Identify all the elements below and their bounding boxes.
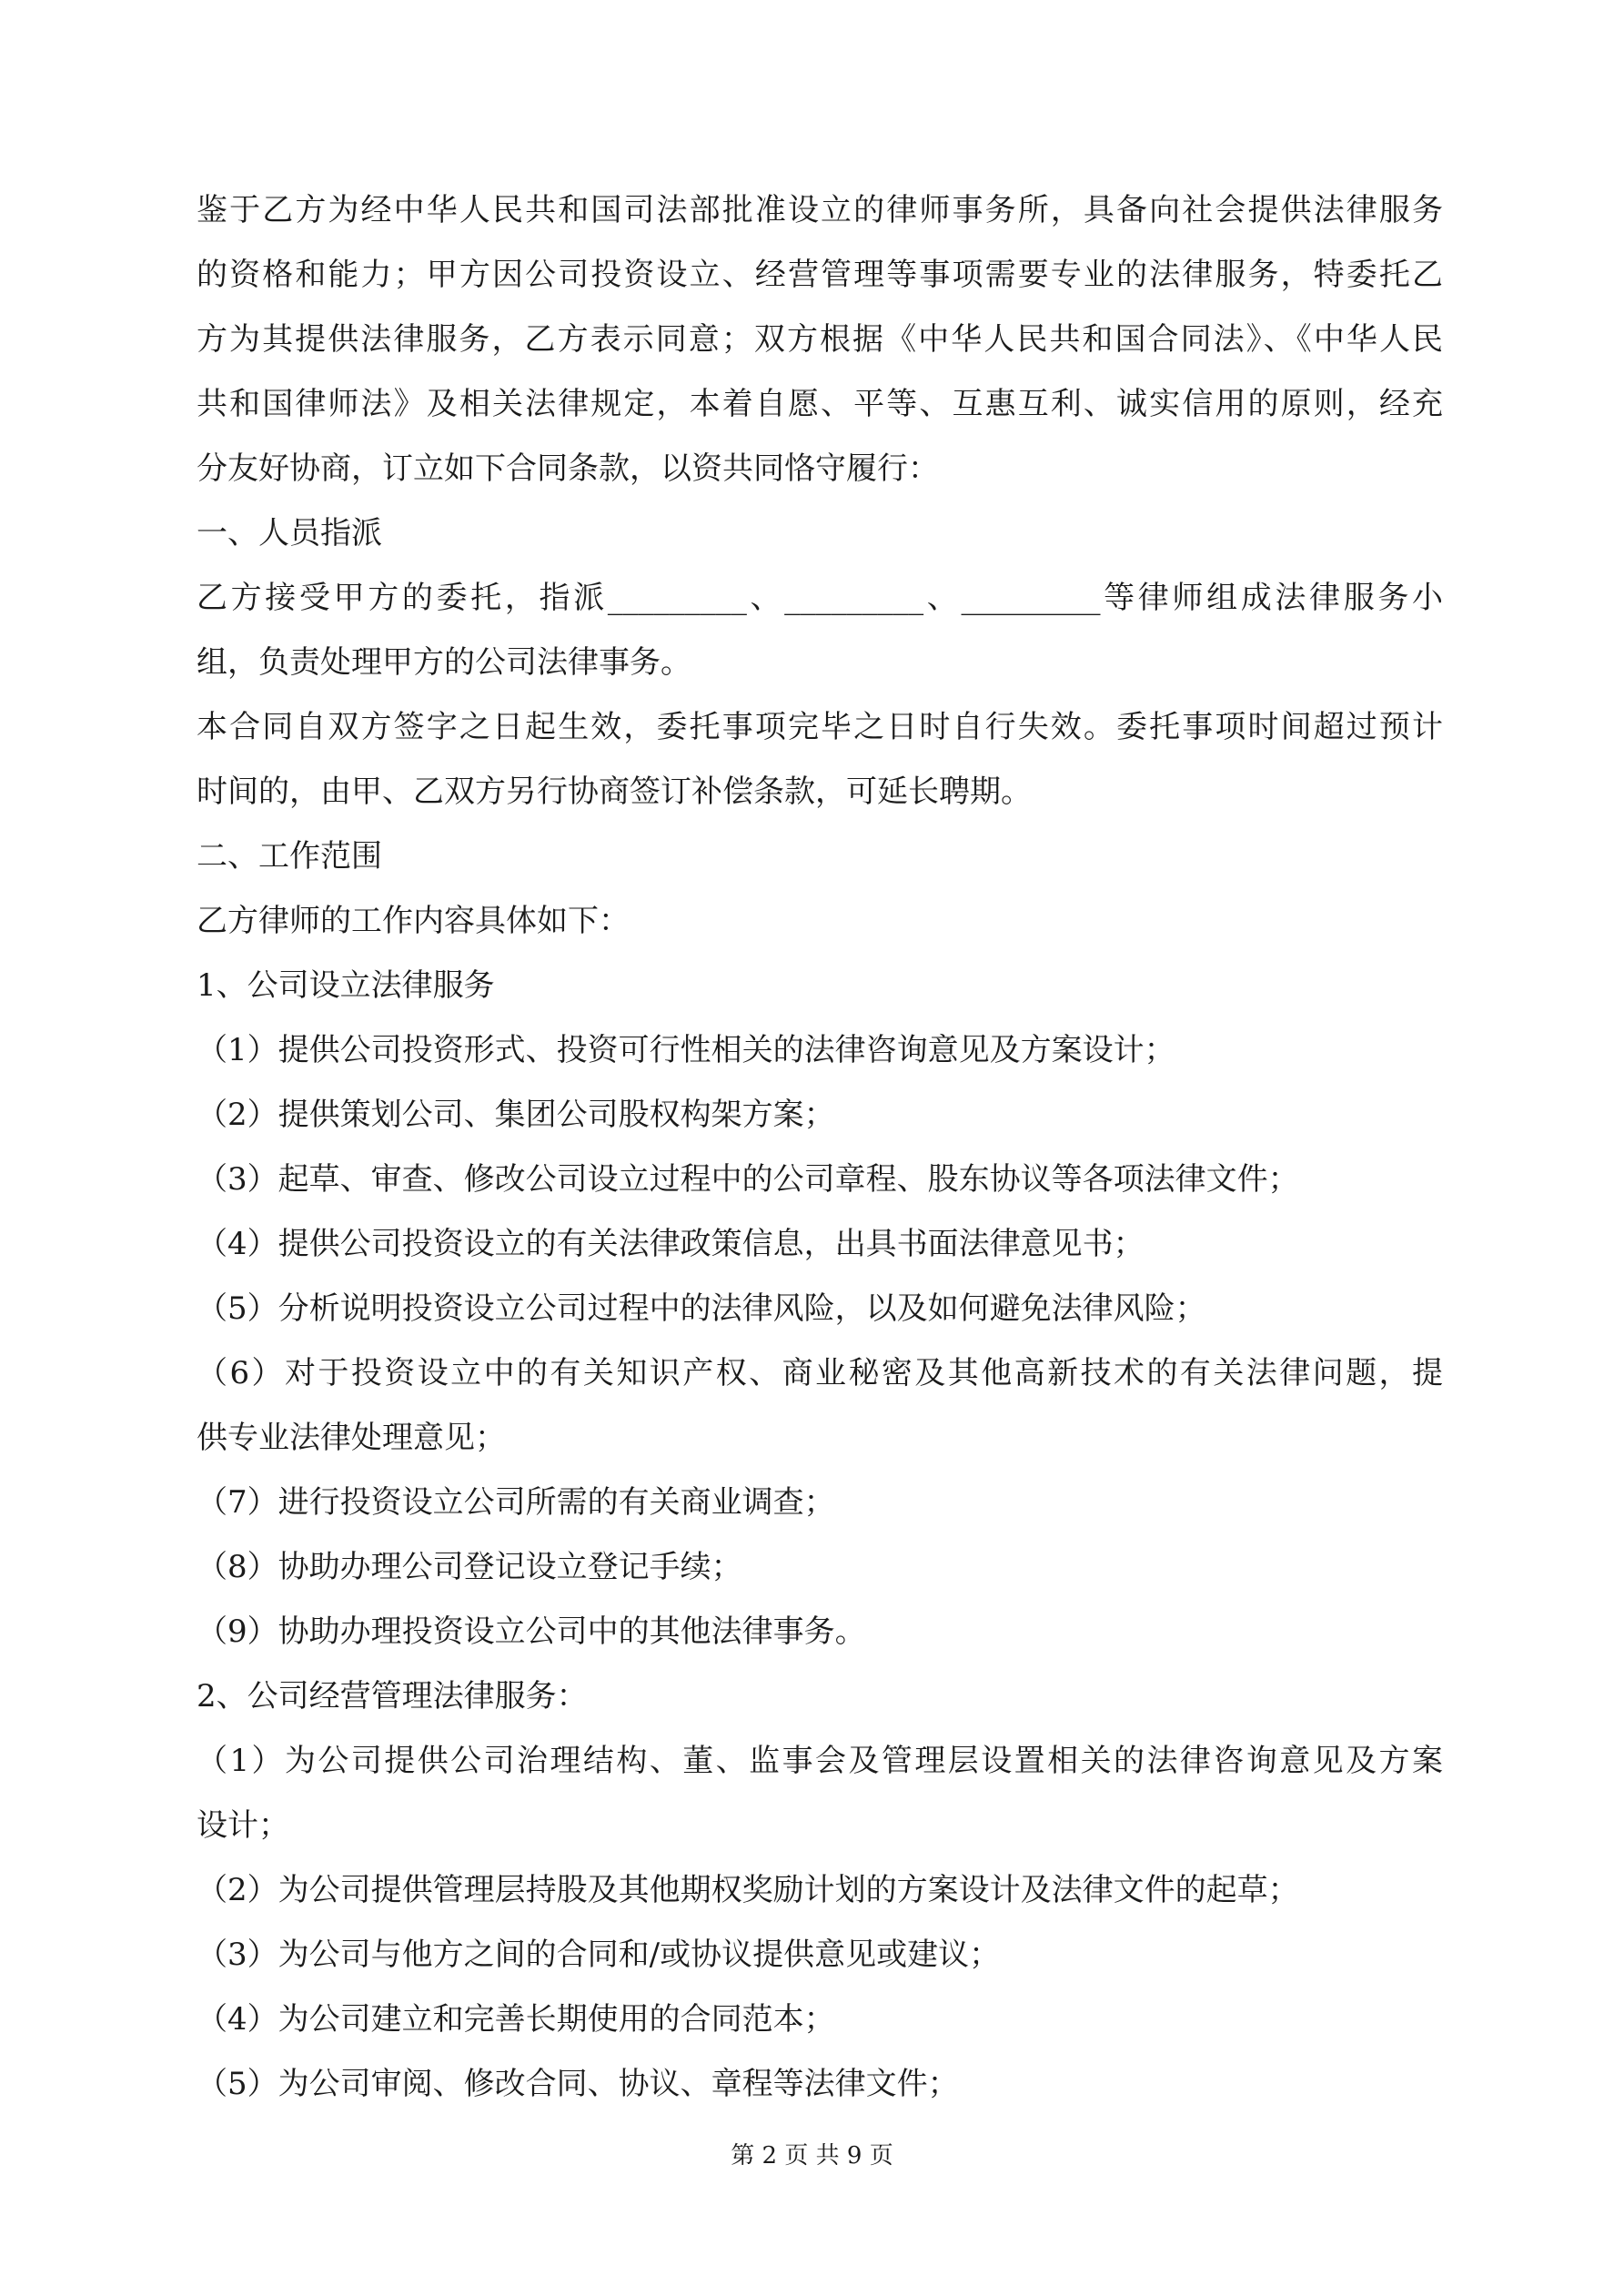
- document-line: 供专业法律处理意见；: [197, 1420, 506, 1456]
- document-line: （2）为公司提供管理层持股及其他期权奖励计划的方案设计及法律文件的起草；: [197, 1872, 1299, 1908]
- document-line: 1、公司设立法律服务: [197, 967, 495, 1004]
- document-line: （2）提供策划公司、集团公司股权构架方案；: [197, 1097, 835, 1133]
- document-line: 方为其提供法律服务，乙方表示同意；双方根据《中华人民共和国合同法》、《中华人民: [197, 321, 1443, 358]
- document-line: （6）对于投资设立中的有关知识产权、商业秘密及其他高新技术的有关法律问题，提: [197, 1355, 1443, 1391]
- document-line: （7）进行投资设立公司所需的有关商业调查；: [197, 1484, 835, 1521]
- document-line: （9）协助办理投资设立公司中的其他法律事务。: [197, 1613, 866, 1650]
- document-line: 2、公司经营管理法律服务：: [197, 1678, 588, 1714]
- document-line: （5）为公司审阅、修改合同、协议、章程等法律文件；: [197, 2066, 959, 2102]
- document-line: （3）为公司与他方之间的合同和/或协议提供意见或建议；: [197, 1937, 1001, 1973]
- document-line: 组，负责处理甲方的公司法律事务。: [197, 644, 691, 681]
- document-line: 共和国律师法》及相关法律规定，本着自愿、平等、互惠互利、诚实信用的原则，经充: [197, 386, 1443, 422]
- page-footer: 第 2 页 共 9 页: [731, 2142, 893, 2170]
- document-line: 时间的，由甲、乙双方另行协商签订补偿条款，可延长聘期。: [197, 774, 1032, 810]
- document-line: （1）提供公司投资形式、投资可行性相关的法律咨询意见及方案设计；: [197, 1032, 1175, 1068]
- document-line: 的资格和能力；甲方因公司投资设立、经营管理等事项需要专业的法律服务，特委托乙: [197, 257, 1443, 293]
- document-line: （4）为公司建立和完善长期使用的合同范本；: [197, 2001, 835, 2038]
- document-line: 本合同自双方签字之日起生效，委托事项完毕之日时自行失效。委托事项时间超过预计: [197, 709, 1443, 745]
- document-line: （8）协助办理公司登记设立登记手续；: [197, 1549, 742, 1585]
- document-line: 乙方接受甲方的委托，指派_________、_________、_________等律师组成法律服务小: [197, 580, 1443, 616]
- document-body: [197, 178, 1443, 2117]
- document-line: （1）为公司提供公司治理结构、董、监事会及管理层设置相关的法律咨询意见及方案: [197, 1743, 1443, 1779]
- document-line: （3）起草、审查、修改公司设立过程中的公司章程、股东协议等各项法律文件；: [197, 1161, 1299, 1198]
- document-line: 分友好协商，订立如下合同条款，以资共同恪守履行：: [197, 450, 939, 487]
- document-line: （5）分析说明投资设立公司过程中的法律风险，以及如何避免法律风险；: [197, 1290, 1206, 1327]
- document-line: 设计；: [197, 1807, 289, 1844]
- document-line: 一、人员指派: [197, 515, 382, 551]
- document-line: 乙方律师的工作内容具体如下：: [197, 903, 630, 939]
- document-line: 二、工作范围: [197, 838, 382, 875]
- document-line: 鉴于乙方为经中华人民共和国司法部批准设立的律师事务所，具备向社会提供法律服务: [197, 192, 1443, 228]
- document-line: （4）提供公司投资设立的有关法律政策信息，出具书面法律意见书；: [197, 1226, 1145, 1262]
